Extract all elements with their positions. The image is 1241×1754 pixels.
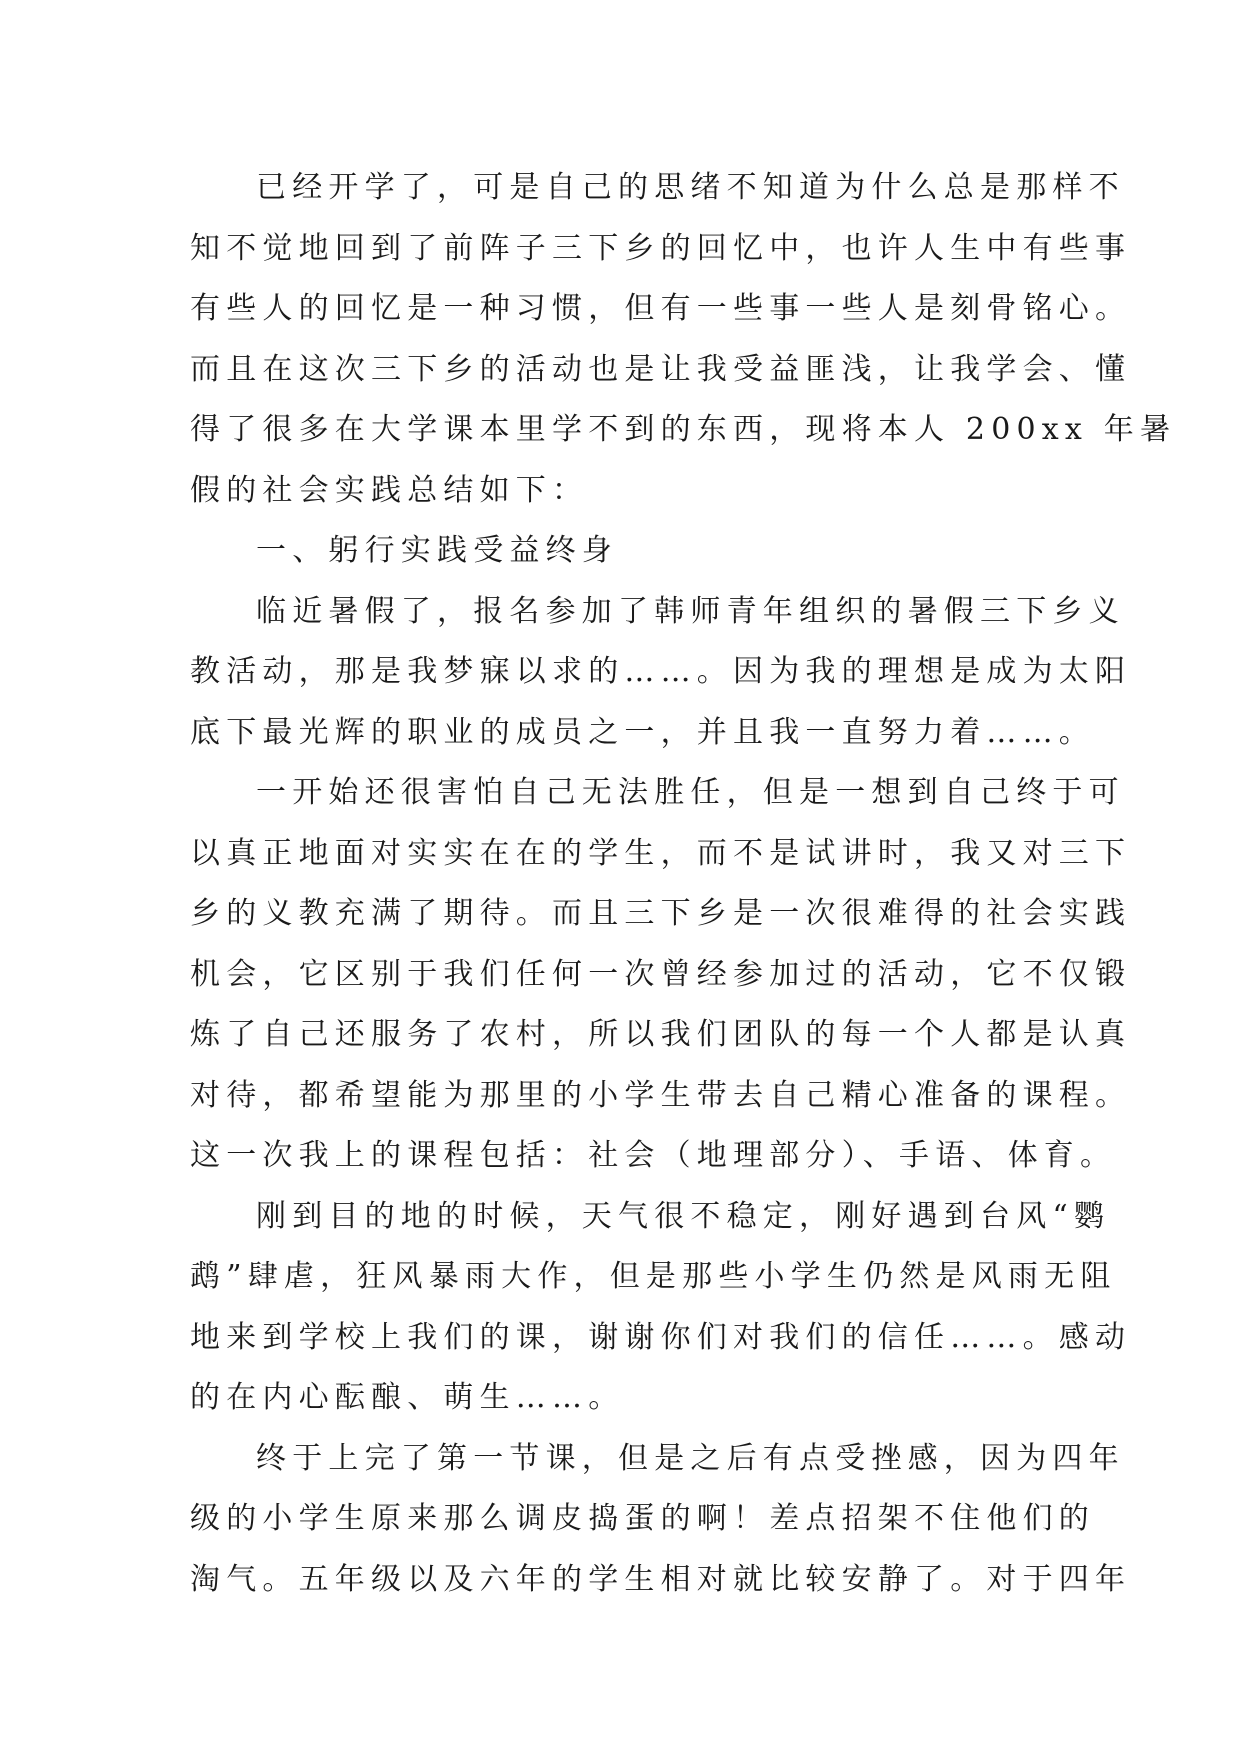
text-line: 的在内心酝酿、萌生……。 bbox=[190, 1380, 625, 1415]
text-line: 而且在这次三下乡的活动也是让我受益匪浅，让我学会、懂 bbox=[190, 351, 1132, 387]
text-line: 一开始还很害怕自己无法胜任，但是一想到自己终于可 bbox=[256, 775, 1125, 810]
text-line: 得了很多在大学课本里学不到的东西，现将本人 200xx 年暑 bbox=[190, 412, 1177, 447]
text-line: 对待，都希望能为那里的小学生带去自己精心准备的课程。 bbox=[190, 1077, 1132, 1113]
text-line: 级的小学生原来那么调皮捣蛋的啊！差点招架不住他们的 bbox=[190, 1501, 1095, 1536]
text-line: 机会，它区别于我们任何一次曾经参加过的活动，它不仅锻 bbox=[190, 956, 1132, 992]
text-line: 淘气。五年级以及六年的学生相对就比较安静了。对于四年 bbox=[190, 1561, 1132, 1597]
text-line: 乡的义教充满了期待。而且三下乡是一次很难得的社会实践 bbox=[190, 896, 1132, 931]
text-line: 地来到学校上我们的课，谢谢你们对我们的信任……。感动 bbox=[190, 1319, 1132, 1355]
text-line: 已经开学了，可是自己的思绪不知道为什么总是那样不 bbox=[256, 170, 1125, 205]
text-line: 鹉”肆虐，狂风暴雨大作，但是那些小学生仍然是风雨无阻 bbox=[190, 1259, 1117, 1294]
text-line: 刚到目的地的时候，天气很不稳定，刚好遇到台风“鹦 bbox=[256, 1198, 1111, 1234]
text-line: 终于上完了第一节课，但是之后有点受挫感，因为四年 bbox=[256, 1440, 1125, 1476]
text-line: 假的社会实践总结如下： bbox=[190, 472, 589, 508]
text-line: 教活动，那是我梦寐以求的……。因为我的理想是成为太阳 bbox=[190, 654, 1132, 689]
text-line: 知不觉地回到了前阵子三下乡的回忆中，也许人生中有些事 bbox=[190, 230, 1132, 266]
text-line: 临近暑假了，报名参加了韩师青年组织的暑假三下乡义 bbox=[256, 593, 1125, 629]
text-line: 以真正地面对实实在在的学生，而不是试讲时，我又对三下 bbox=[190, 835, 1132, 871]
text-line: 这一次我上的课程包括：社会（地理部分）、手语、体育。 bbox=[190, 1138, 1117, 1173]
text-line: 炼了自己还服务了农村，所以我们团队的每一个人都是认真 bbox=[190, 1017, 1132, 1052]
document-body bbox=[190, 158, 1177, 1610]
text-line: 一、躬行实践受益终身 bbox=[256, 533, 618, 568]
text-line: 有些人的回忆是一种习惯，但有一些事一些人是刻骨铭心。 bbox=[190, 291, 1132, 326]
text-line: 底下最光辉的职业的成员之一，并且我一直努力着……。 bbox=[190, 714, 1095, 750]
